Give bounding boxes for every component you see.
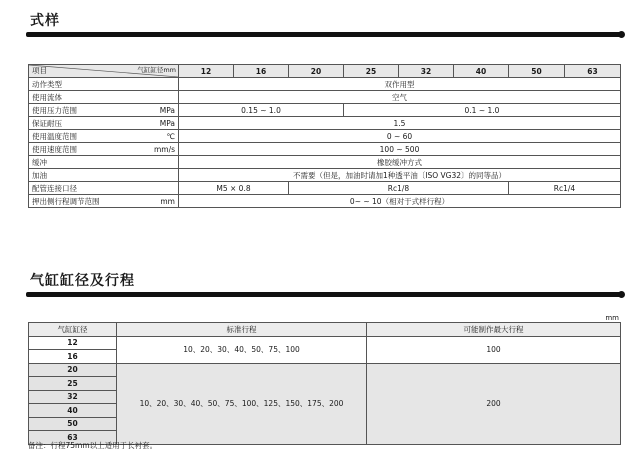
section-title-spec: 式样 [30, 13, 60, 29]
header-item-label: 项目 [32, 66, 47, 75]
row-value: Rc1/4 [509, 182, 621, 195]
bore-size-header: 12 [179, 65, 234, 78]
header-bore-label: 气缸缸径mm [137, 66, 176, 74]
row-unit: mm [134, 195, 179, 208]
standard-stroke-cell: 10、20、30、40、50、75、100、125、150、175、200 [117, 363, 367, 444]
row-value: 0 ~ 60 [179, 130, 621, 143]
row-label: 保证耐压 [29, 117, 134, 130]
section-title-stroke: 气缸缸径及行程 [30, 273, 135, 289]
row-value: 双作用型 [179, 78, 621, 91]
spec-row-lube [29, 169, 621, 182]
row-label: 配管连接口径 [29, 182, 134, 195]
row-label: 使用压力范围 [29, 104, 134, 117]
footnote: 备注：行程75mm以上适用于长衬套。 [28, 441, 158, 450]
stroke-table [28, 322, 621, 445]
row-value: M5 × 0.8 [179, 182, 289, 195]
bore-cell: 40 [29, 404, 117, 418]
row-label: 使用速度范围 [29, 143, 134, 156]
spec-header-corner [29, 65, 179, 78]
section-divider-stroke [26, 292, 622, 297]
row-unit: MPa [134, 104, 179, 117]
spec-row-stroke-adjust [29, 195, 621, 208]
bore-size-header: 25 [344, 65, 399, 78]
row-value: 1.5 [179, 117, 621, 130]
bore-size-header: 40 [454, 65, 509, 78]
row-value: 0~ ~ 10（相对于式样行程） [179, 195, 621, 208]
spec-table [28, 64, 621, 208]
row-unit [134, 169, 179, 182]
spec-row-speed [29, 143, 621, 156]
row-unit: MPa [134, 117, 179, 130]
spec-row-action [29, 78, 621, 91]
table-row [29, 363, 621, 377]
spec-row-fluid [29, 91, 621, 104]
row-label: 使用温度范围 [29, 130, 134, 143]
bore-cell: 63 [29, 431, 117, 445]
standard-stroke-cell: 10、20、30、40、50、75、100 [117, 336, 367, 363]
spec-row-temp [29, 130, 621, 143]
row-label: 使用流体 [29, 91, 134, 104]
row-unit: mm/s [134, 143, 179, 156]
row-label: 押出侧行程调节范围 [29, 195, 134, 208]
row-unit [134, 78, 179, 91]
spec-row-port [29, 182, 621, 195]
row-value: 橡胶缓冲方式 [179, 156, 621, 169]
header-standard-stroke: 标准行程 [117, 323, 367, 337]
row-value: 0.15 ~ 1.0 [179, 104, 344, 117]
bore-size-header: 20 [289, 65, 344, 78]
row-unit: ℃ [134, 130, 179, 143]
table-row [29, 336, 621, 350]
bore-cell: 20 [29, 363, 117, 377]
row-value: 不需要（但是，加油时请加1种透平油〔ISO VG32〕的同等品） [179, 169, 621, 182]
row-value: 100 ~ 500 [179, 143, 621, 156]
section-divider-spec [26, 32, 622, 37]
row-label: 加油 [29, 169, 134, 182]
row-label: 动作类型 [29, 78, 134, 91]
bore-cell: 32 [29, 390, 117, 404]
unit-label: mm [605, 314, 619, 322]
bore-size-header: 63 [565, 65, 621, 78]
bore-cell: 16 [29, 350, 117, 364]
bore-cell: 12 [29, 336, 117, 350]
spec-row-proof [29, 117, 621, 130]
bore-cell: 25 [29, 377, 117, 391]
max-stroke-cell: 200 [367, 363, 621, 444]
row-unit [134, 156, 179, 169]
bore-cell: 50 [29, 417, 117, 431]
row-value: Rc1/8 [289, 182, 509, 195]
row-value: 0.1 ~ 1.0 [344, 104, 621, 117]
row-value: 空气 [179, 91, 621, 104]
spec-row-pressure [29, 104, 621, 117]
bore-size-header: 32 [399, 65, 454, 78]
row-label: 缓冲 [29, 156, 134, 169]
stroke-header-row [29, 323, 621, 337]
header-max-stroke: 可能制作最大行程 [367, 323, 621, 337]
bore-size-header: 16 [234, 65, 289, 78]
spec-row-cushion [29, 156, 621, 169]
bore-size-header: 50 [509, 65, 565, 78]
header-bore: 气缸缸径 [29, 323, 117, 337]
max-stroke-cell: 100 [367, 336, 621, 363]
spec-header-row [29, 65, 621, 78]
row-unit [134, 182, 179, 195]
row-unit [134, 91, 179, 104]
